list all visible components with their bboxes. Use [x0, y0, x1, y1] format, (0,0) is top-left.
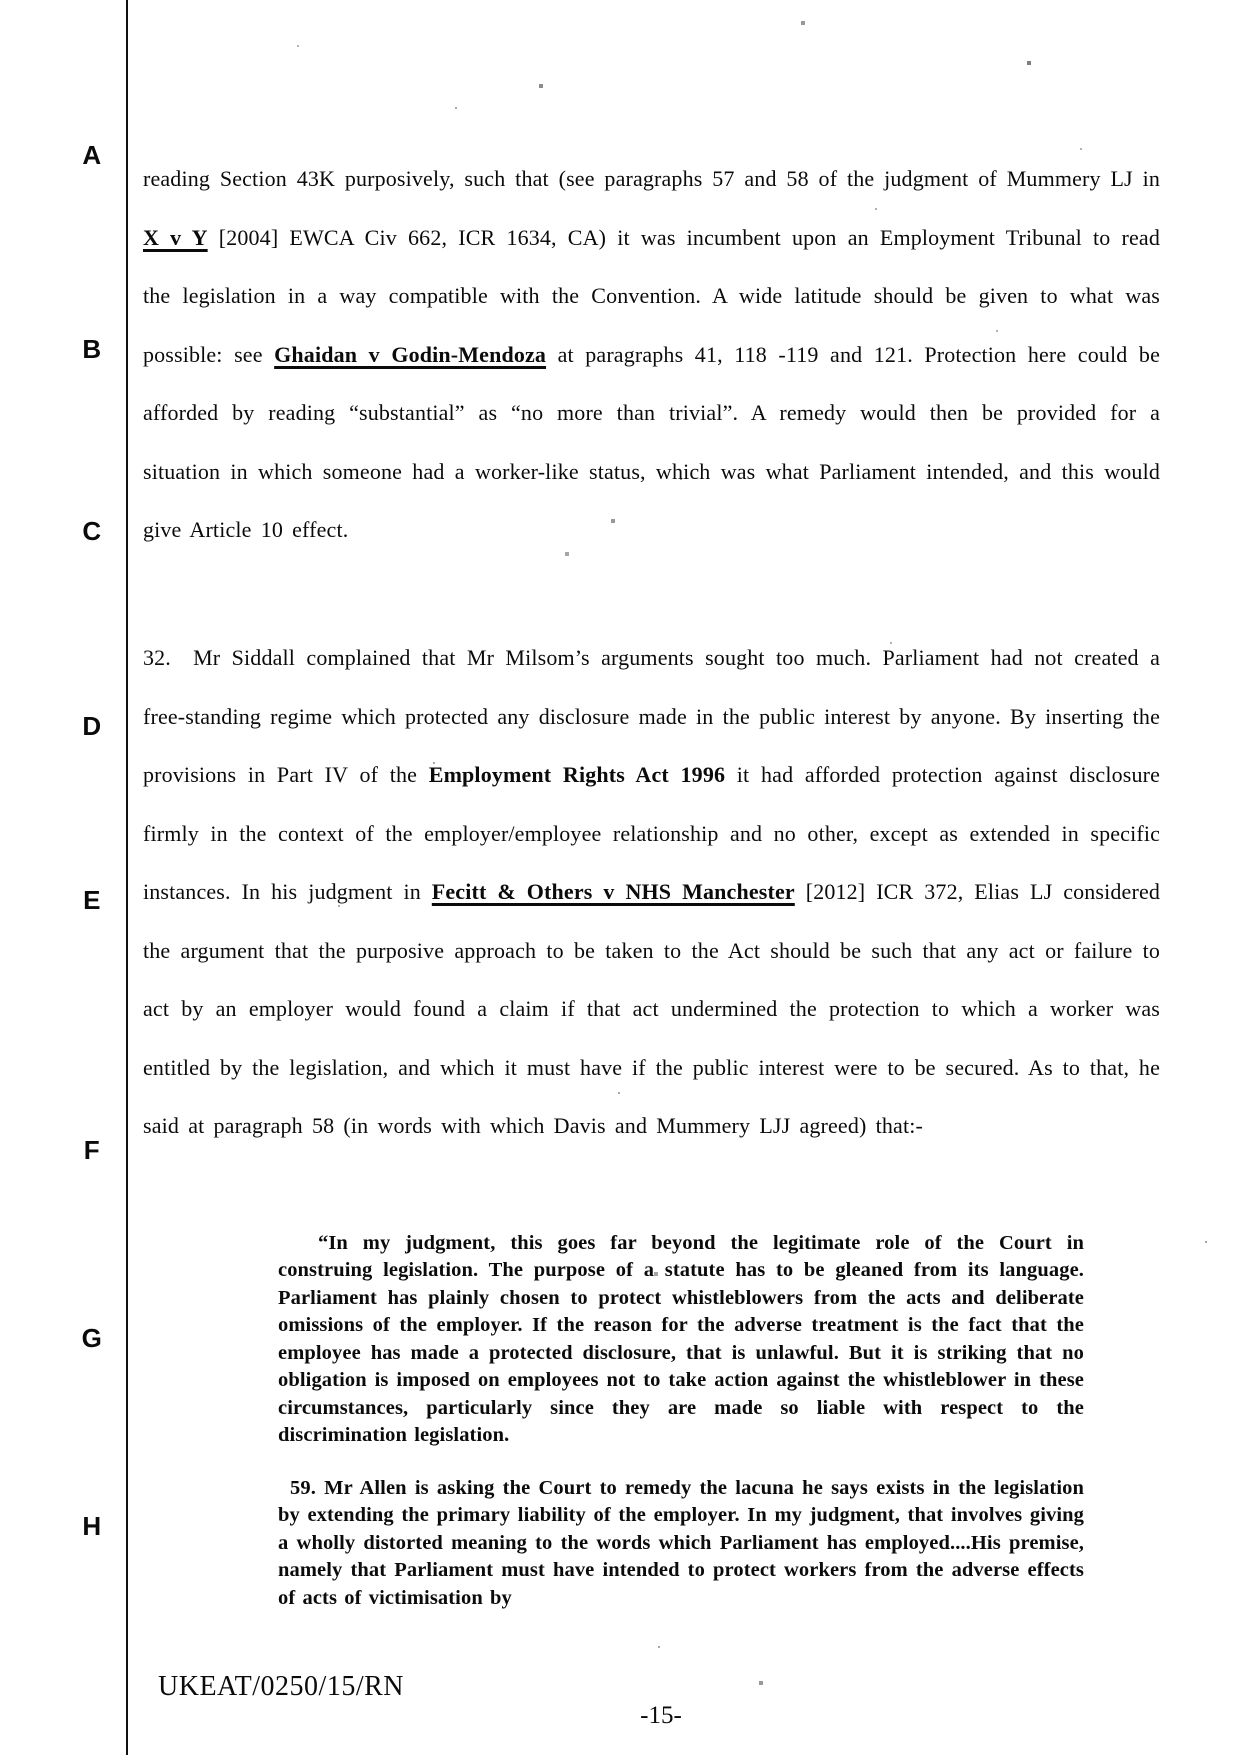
- margin-rule: [126, 0, 128, 1755]
- margin-letter-d: D: [82, 711, 102, 741]
- blockquote-paragraph-59: 59. Mr Allen is asking the Court to remedy the lacuna he says exists in the legislation by extending the primary liability of the employer. In my judgment, that involves giving a wholly distorted meaning to the words which Parliament has employed....His premise, namely that Parliament must have intended to protect workers from the adverse effects of acts of victimisation by: [278, 1476, 1084, 1609]
- margin-letter-f: F: [83, 1135, 101, 1165]
- margin-letter-g: G: [81, 1323, 103, 1353]
- margin-letter-b: B: [82, 334, 102, 364]
- scan-noise: [0, 0, 2, 2]
- margin-letter-e: E: [83, 885, 101, 915]
- margin-letter-c: C: [82, 516, 102, 546]
- paragraph-continuation: reading Section 43K purposively, such that (see paragraphs 57 and 58 of the judgment of Mummery LJ in X v Y [2004] EWCA Civ 662, ICR 1634, CA) it was incumbent upon an Employment Tribunal to read the legislation in a way compatible with the Convention. A wide latitude should be given to what was possible: see Ghaidan v Godin-Mendoza at paragraphs 41, 118 -119 and 121. Protection here could be afforded by reading “substantial” as “no more than trivial”. A remedy would then be provided for a situation in which someone had a worker-like status, which was what Parliament intended, and this would give Article 10 effect.: [143, 166, 1161, 542]
- margin-letter-h: H: [82, 1511, 102, 1541]
- page-number: -15-: [640, 1702, 682, 1729]
- paragraph-32: 32. Mr Siddall complained that Mr Milsom’s arguments sought too much. Parliament had not created a free-standing regime which protected any disclosure made in the public interest by anyone. By inserting the provisions in Part IV of the Employment Rights Act 1996 it had afforded protection against disclosure firmly in the context of the employer/employee relationship and no other, except as extended in specific instances. In his judgment in Fecitt & Others v NHS Manchester [2012] ICR 372, Elias LJ considered the argument that the purposive approach to be taken to the Act should be such that any act or failure to act by an employer would found a claim if that act undermined the protection to which a worker was entitled by the legislation, and which it must have if the public interest were to be secured. As to that, he said at paragraph 58 (in words with which Davis and Mummery LJJ agreed) that:-: [143, 645, 1161, 1138]
- blockquote-paragraph-58: “In my judgment, this goes far beyond the legitimate role of the Court in construing legislation. The purpose of a statute has to be gleaned from its language. Parliament has plainly chosen to protect whistleblowers from the acts and deliberate omissions of the employer. If the reason for the adverse treatment is the fact that the employee has made a protected disclosure, that is unlawful. But it is striking that no obligation is imposed on employees not to take action against the whistleblower in these circumstances, particularly since they are made so liable with respect to the discrimination legislation.: [278, 1231, 1084, 1446]
- case-number: UKEAT/0250/15/RN: [158, 1671, 404, 1702]
- margin-letter-a: A: [82, 140, 102, 170]
